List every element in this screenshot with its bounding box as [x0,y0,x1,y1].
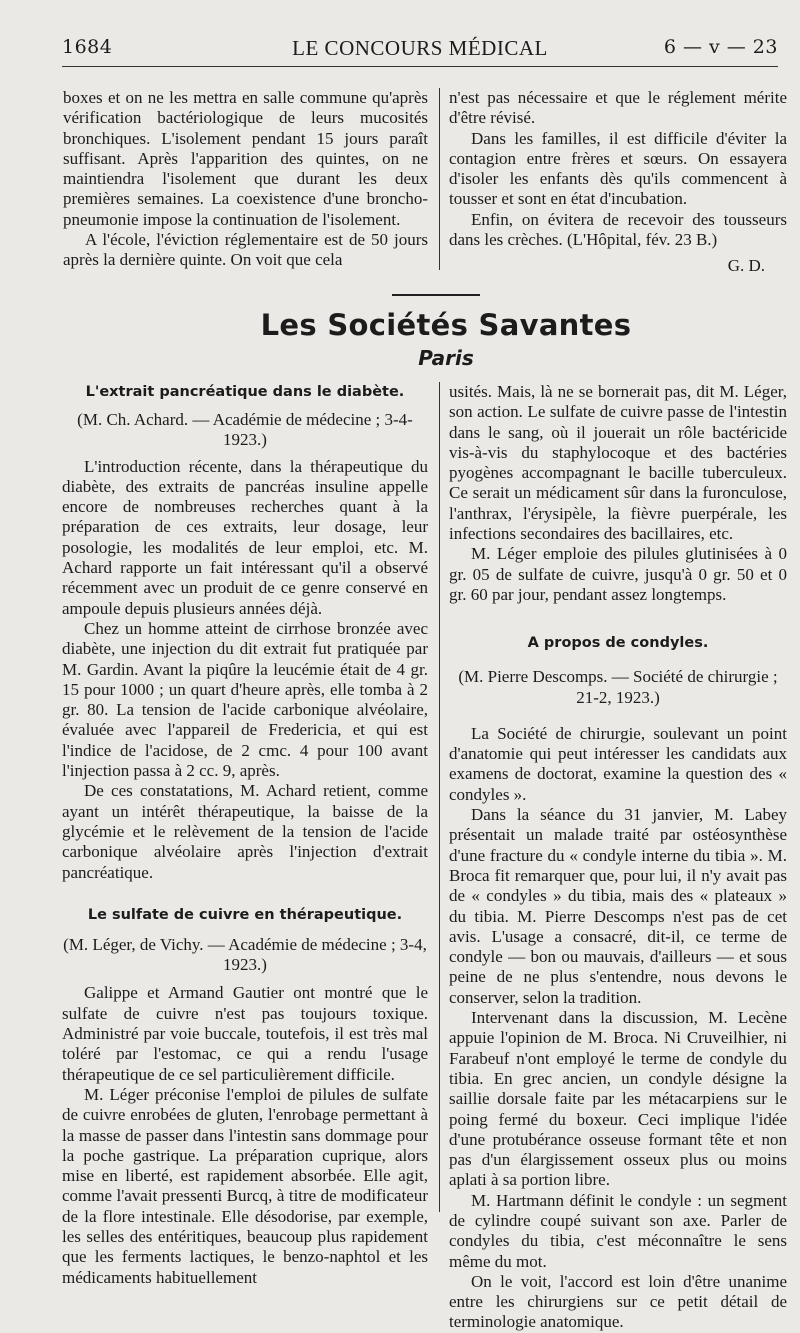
running-header [62,36,778,66]
main-right-column [449,382,787,1333]
paragraph: boxes et on ne les mettra en salle commune qu'après vérification bactériologique de leurs mucosités bronchiques. L'isolement pendant 15 jours paraît suffisant. Après l'apparition des quintes, on ne maintiendra l'isolement que durant les deux premières semaines. La coexistence d'une broncho-pneumonie impose la continuation de l'isolement. [63,88,428,229]
paragraph: La Société de chirurgie, soulevant un point d'anatomie qui peut intéresser les candidats aux examens de doctorat, examine la question des « condyles ». [449,723,787,804]
paragraph: L'introduction récente, dans la thérapeutique du diabète, des extraits de pancréas insuline appelle encore de nombreuses recherches quant à la préparation de ces extraits, leur dosage, leur posologie, les modalités de leur emploi, etc. M. Achard rapporte un fait intéressant qu'il a observé récemment avec un produit de ce genre conservé en ampoule depuis plusieurs années déjà. [62,456,428,618]
article-reference: (M. Pierre Descomps. — Société de chirurgie ; 21-2, 1923.) [458,667,778,707]
signature: G. D. [727,256,765,276]
paragraph: M. Léger préconise l'emploi de pilules de sulfate de cuivre enrobées de gluten, l'enrobage permettant à la masse de passer dans l'intestin sans dommage pour la poche gastrique. La préparation cuprique, alors mise en liberté, est rapidement absorbée. Elle agit, comme l'avait pressenti Burcq, à titre de modificateur de la flore intestinale. Elle désodorise, par exemple, les selles des entéritiques, beaucoup plus rapidement que les ferments lactiques, le benzo-naphtol et les médicaments habituellement [62,1084,428,1287]
page-number: 1684 [62,36,113,58]
paragraph: Enfin, on évitera de recevoir des tousseurs dans les crèches. (L'Hôpital, fév. 23 B.) [449,209,787,250]
column-divider [439,88,440,270]
paragraph: De ces constatations, M. Achard retient, comme ayant un intérêt thérapeutique, la baisse de la glycémie et le relèvement de la tension de l'acide carbonique alvéolaire après l'injection d'extrait pancréatique. [62,781,428,882]
section-subtitle: Paris [418,346,474,370]
main-left-column [62,382,428,1288]
article-reference: (M. Léger, de Vichy. — Académie de médecine ; 3-4, 1923.) [63,934,427,975]
paragraph: Galippe et Armand Gautier ont montré que le sulfate de cuivre n'est pas toujours toxique. Administré par voie buccale, toutefois, il est très mal toléré par l'estomac, ce qui a rendu l'usage thérapeutique de ce sel particulièrement difficile. [62,983,428,1084]
journal-title: LE CONCOURS MÉDICAL [292,36,548,60]
continuation-right-column [449,88,787,277]
paragraph: Intervenant dans la discussion, M. Lecène appuie l'opinion de M. Broca. Ni Cruveilhier, ni Farabeuf n'ont employé le terme de condyle du tibia. En grec ancien, un condyle désigne la saillie dorsale faite par les métacarpiens sur le poing fermé du boxeur. Ceci implique l'idée d'une protubérance osseuse formant tête et non pas d'un élargissement osseux plus ou moins aplati à sa portion libre. [449,1008,787,1190]
article-title: A propos de condyles. [527,635,709,652]
paragraph: M. Léger emploie des pilules glutinisées à 0 gr. 05 de sulfate de cuivre, jusqu'à 0 gr. 50 et 0 gr. 60 par jour, pendant assez longtemps. [449,544,787,604]
paragraph: Dans les familles, il est difficile d'éviter la contagion entre frères et sœurs. On essayera d'isoler les enfants dès qu'ils commencent à tousser et sont en état d'incubation. [449,128,787,209]
continuation-left-column [63,88,428,271]
paragraph: n'est pas nécessaire et que le réglement mérite d'être révisé. [449,88,787,128]
paragraph: Dans la séance du 31 janvier, M. Labey présentait un malade traité par ostéosynthèse d'une fracture du « condyle interne du tibia ». M. Broca fit remarquer que, pour lui, il n'y avait pas de « condyles » du tibia, mais des « plateaux » du tibia. M. Pierre Descomps n'est pas de cet avis. L'usage a consacré, dit-il, ce terme de condyle — bon ou mauvais, d'ailleurs — et sous peine de ne plus s'entendre, nous devons le conserver, selon la tradition. [449,805,787,1007]
issue-date: 6 — v — 23 [663,36,778,58]
paragraph: usités. Mais, là ne se bornerait pas, dit M. Léger, son action. Le sulfate de cuivre passe de l'intestin dans le sang, où il jouerait un rôle bactéricide vis-à-vis du staphylocoque et des bactéries pyogènes accompagnant le bacille tuberculeux. Ce serait un médicament sûr dans la furonculose, l'anthrax, l'érysipèle, la fièvre puerpérale, les infections secondaires des bacillaires, etc. [449,382,787,544]
column-divider [439,382,440,1212]
article-title: L'extrait pancréatique dans le diabète. [85,384,405,400]
article-title: Le sulfate de cuivre en thérapeutique. [87,906,403,923]
paragraph: M. Hartmann définit le condyle : un segment de cylindre coupé suivant son axe. Parler de condyles du tibia, c'est méconnaître le sens même du mot. [449,1190,787,1271]
paragraph: A l'école, l'éviction réglementaire est de 50 jours après la dernière quinte. On voit que cela [63,230,428,270]
paragraph: Chez un homme atteint de cirrhose bronzée avec diabète, une injection du dit extrait fut pratiquée par M. Gardin. Avant la piqûre la leucémie était de 4 gr. 15 pour 1000 ; un quart d'heure après, elle tomba à 2 gr. 80. La tension de l'acide carbonique alvéolaire, évaluée avec l'appareil de Fredericia, et qui est l'indice de l'acidose, de 2 cmc. 4 pour 100 avant l'injection passa à 2 cc. 9, après. [62,618,428,781]
paragraph: On le voit, l'accord est loin d'être unanime entre les chirurgiens sur ce petit détail de terminologie anatomique. [449,1271,787,1332]
section-title: Les Sociétés Savantes [260,308,632,342]
article-reference: (M. Ch. Achard. — Académie de médecine ; 3-4-1923.) [77,410,413,450]
section-separator [392,294,480,296]
header-rule [62,66,778,67]
